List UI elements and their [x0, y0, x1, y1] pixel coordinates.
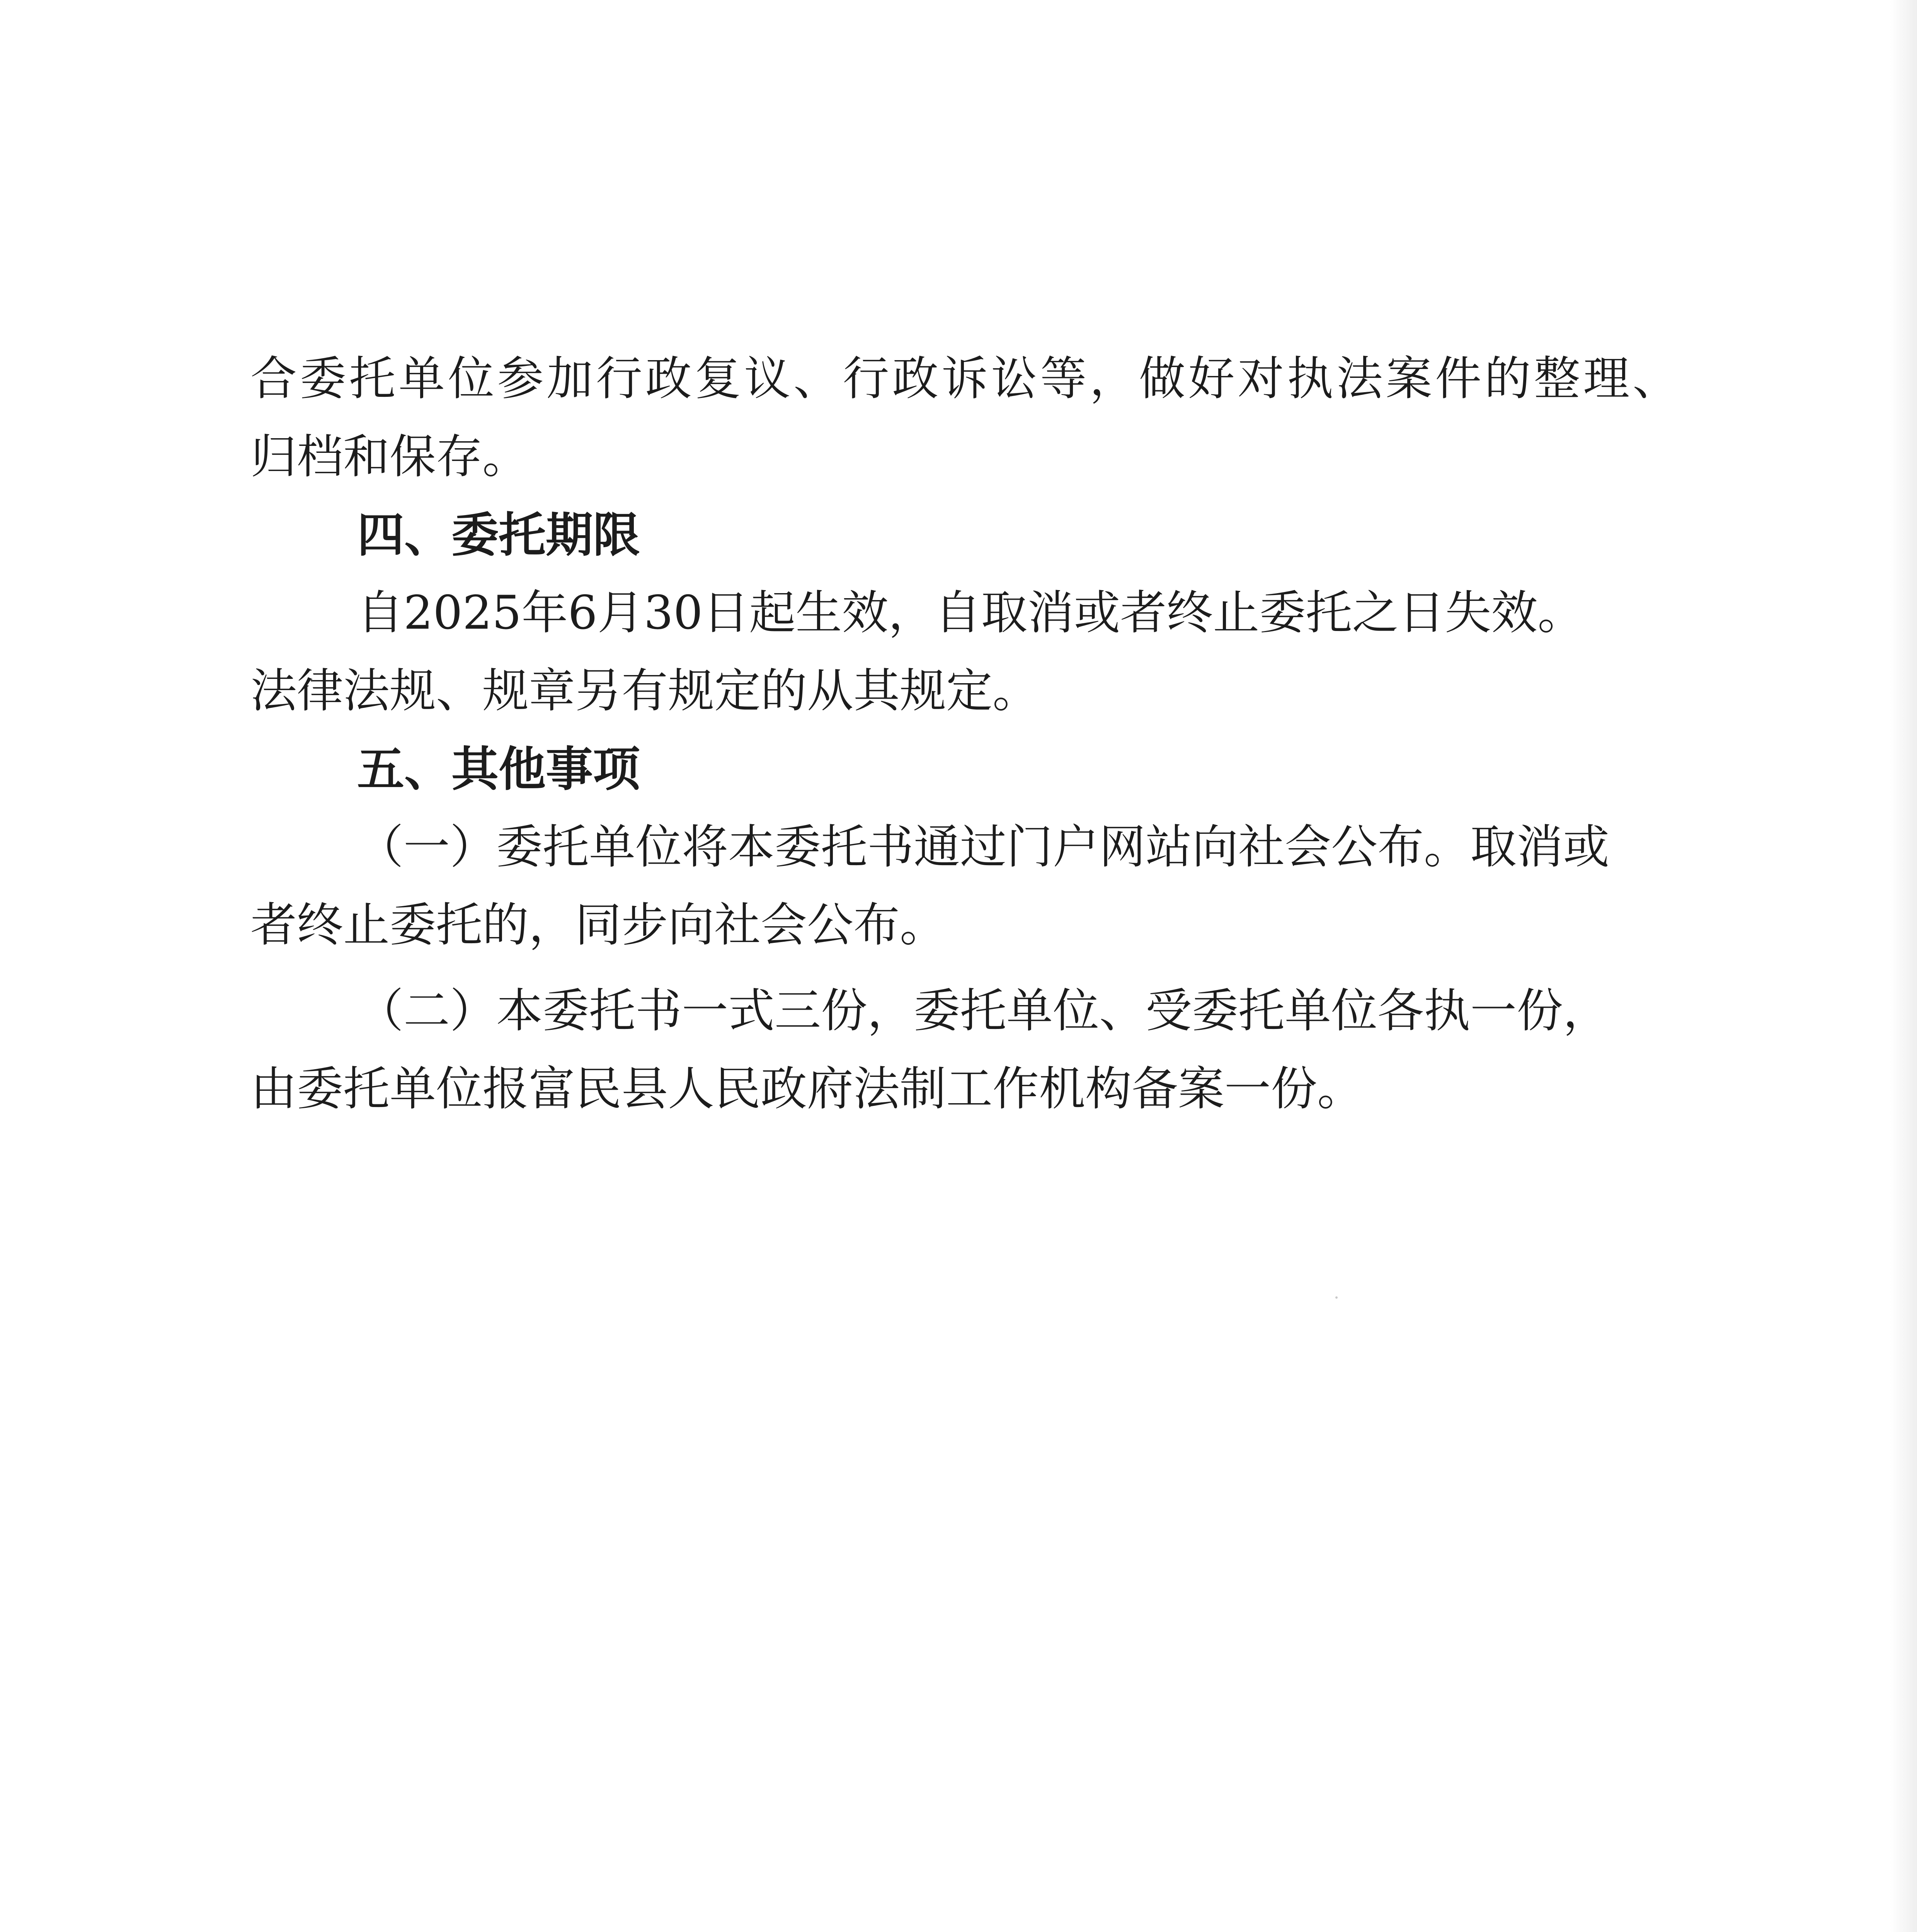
scan-edge-shadow — [1890, 0, 1917, 1932]
paragraph-line: 归档和保存。 — [250, 430, 529, 484]
paragraph-line: 者终止委托的，同步向社会公布。 — [250, 898, 946, 952]
paragraph-line: （一）委托单位将本委托书通过门户网站向社会公布。取消或 — [357, 820, 1609, 874]
document-body — [250, 340, 1679, 1128]
paragraph-line: 由委托单位报富民县人民政府法制工作机构备案一份。 — [250, 1062, 1364, 1116]
section-heading-term: 四、委托期限 — [357, 508, 640, 563]
scan-speck — [1335, 1296, 1338, 1299]
paragraph-line: （二）本委托书一式三份，委托单位、受委托单位各执一份， — [357, 984, 1609, 1038]
paragraph-line: 自2025年6月30日起生效，自取消或者终止委托之日失效。 — [357, 586, 1584, 640]
section-heading-other-matters: 五、其他事项 — [357, 742, 640, 797]
paragraph-line: 合委托单位参加行政复议、行政诉讼等，做好对执法案件的整理、 — [250, 352, 1679, 406]
paragraph-line: 法律法规、规章另有规定的从其规定。 — [250, 664, 1039, 718]
